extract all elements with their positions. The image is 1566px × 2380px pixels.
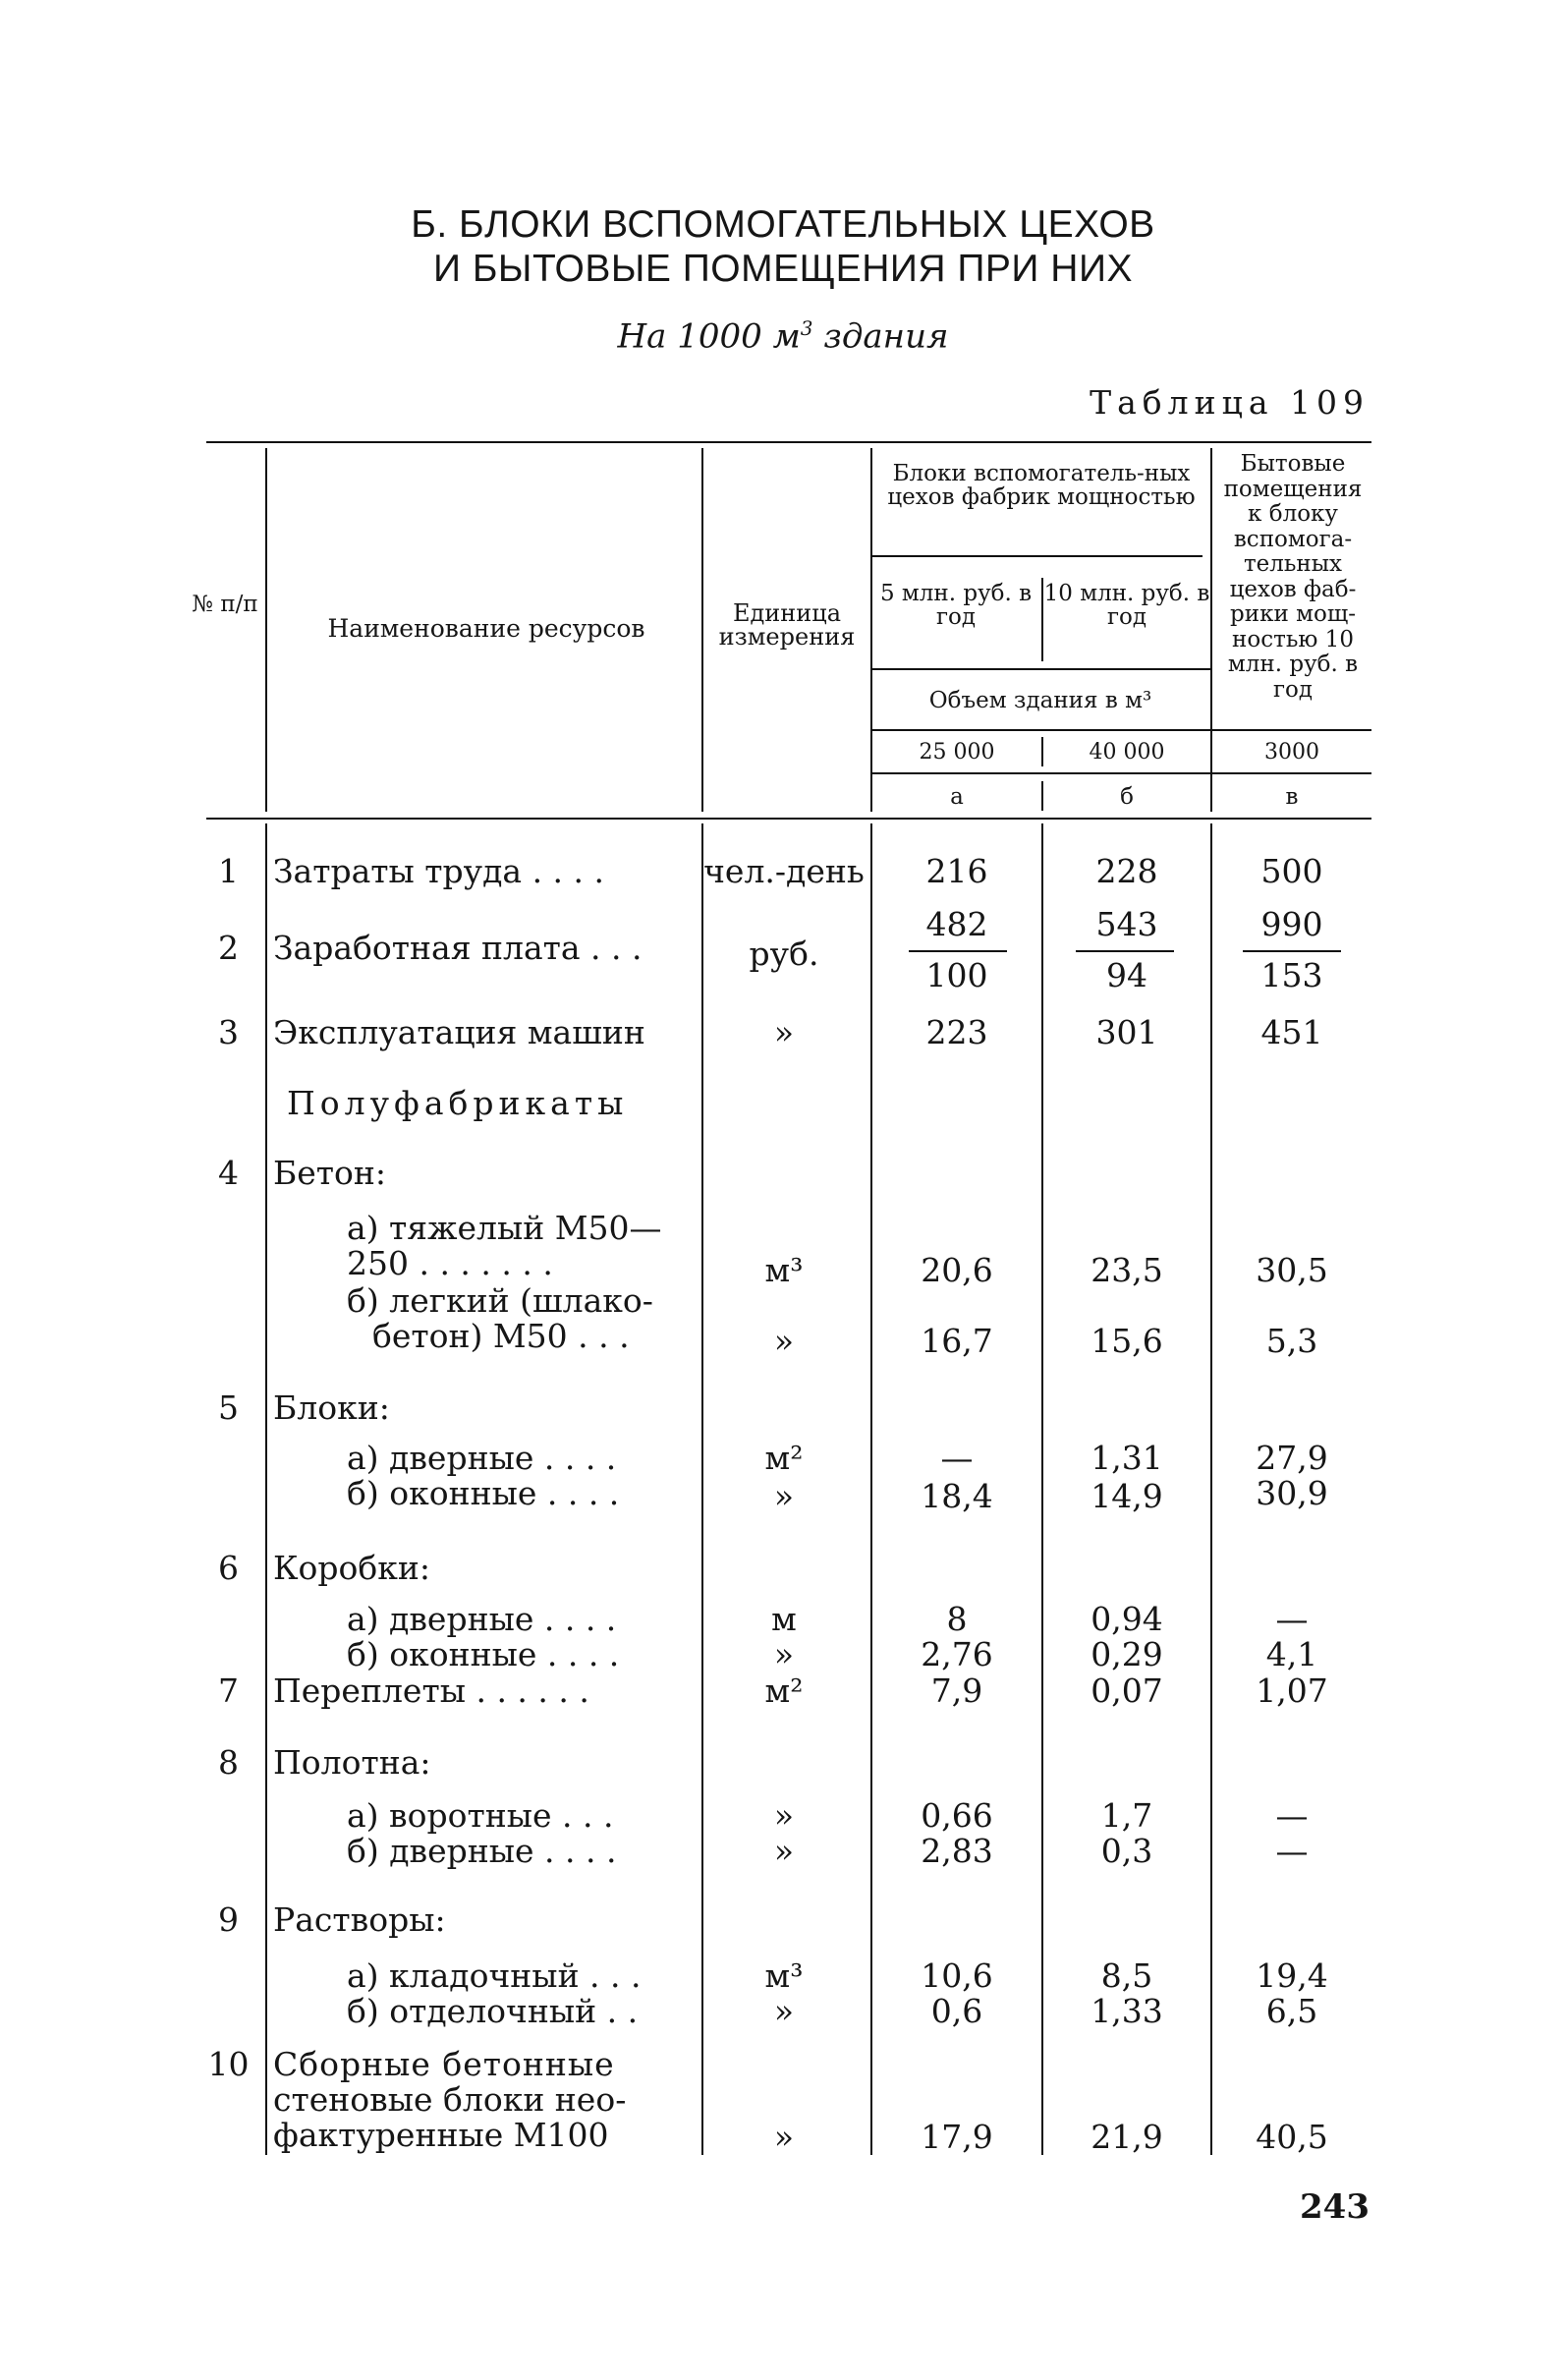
header-group-ab: Блоки вспомогатель-ных цехов фабрик мощностью <box>887 461 1196 510</box>
row-2-a-bottom: 100 <box>925 956 988 994</box>
row-4-no: 4 <box>218 1154 239 1192</box>
row-8b-name: б) дверные . . . . <box>347 1832 617 1870</box>
row-8b-unit: » <box>773 1832 795 1870</box>
row-9b-name: б) отделочный . . <box>347 1992 639 2030</box>
row-10-no: 10 <box>207 2045 250 2083</box>
row-8b-b: 0,3 <box>1100 1832 1153 1870</box>
sub-rule <box>870 668 1210 670</box>
row-8-name: Полотна: <box>273 1743 431 1782</box>
row-1-no: 1 <box>218 852 239 890</box>
row-10-name-line-2: стеновые блоки нео- <box>273 2080 627 2119</box>
row-9a-c: 19,4 <box>1256 1956 1328 1995</box>
row-5a-unit: м² <box>764 1439 804 1477</box>
row-2-b-bottom: 94 <box>1106 956 1147 994</box>
table-top-rule <box>206 441 1371 443</box>
row-8a-unit: » <box>773 1796 795 1835</box>
row-6-no: 6 <box>218 1549 239 1587</box>
row-4b-unit: » <box>773 1322 795 1360</box>
row-6b-unit: » <box>773 1635 795 1673</box>
header-letter-b: б <box>1120 784 1134 810</box>
row-10-unit: » <box>773 2118 795 2156</box>
letters-rule <box>870 772 1371 774</box>
row-3-c: 451 <box>1260 1013 1323 1051</box>
row-7-c: 1,07 <box>1256 1672 1328 1710</box>
row-4a-a: 20,6 <box>921 1251 993 1289</box>
row-9a-name: а) кладочный . . . <box>347 1956 642 1995</box>
row-4b-name-line-2: бетон) М50 . . . <box>372 1317 630 1355</box>
row-8a-c: — <box>1275 1796 1309 1835</box>
row-6a-b: 0,94 <box>1091 1600 1163 1638</box>
row-9a-unit: м³ <box>764 1956 804 1995</box>
volume-rule <box>870 729 1371 731</box>
row-2-b-top: 543 <box>1095 905 1158 943</box>
header-letter-c: в <box>1285 784 1299 810</box>
row-2-unit: руб. <box>749 935 819 973</box>
row-5a-a: — <box>940 1439 974 1477</box>
heading-line-2: И БЫТОВЫЕ ПОМЕЩЕНИЯ ПРИ НИХ <box>432 248 1134 290</box>
row-9a-b: 8,5 <box>1100 1956 1153 1995</box>
header-bottom-rule <box>206 818 1371 820</box>
row-4b-c: 5,3 <box>1265 1322 1318 1360</box>
header-volume-b: 40 000 <box>1089 740 1165 765</box>
row-7-no: 7 <box>218 1672 239 1710</box>
header-no: № п/п <box>192 592 258 617</box>
row-4-name: Бетон: <box>273 1154 387 1192</box>
row-2-name: Заработная плата . . . <box>273 929 643 967</box>
row-10-b: 21,9 <box>1091 2118 1163 2156</box>
row-9b-unit: » <box>773 1992 795 2030</box>
row-9b-a: 0,6 <box>930 1992 983 2030</box>
row-4a-name-line-1: а) тяжелый М50— <box>347 1209 662 1247</box>
row-3-no: 3 <box>218 1013 239 1051</box>
row-3-b: 301 <box>1095 1013 1158 1051</box>
row-2-b-fraction-bar <box>1076 950 1174 952</box>
group-rule <box>870 555 1202 557</box>
row-5b-unit: » <box>773 1477 795 1515</box>
row-5-name: Блоки: <box>273 1388 390 1427</box>
row-8b-a: 2,83 <box>921 1832 993 1870</box>
row-1-b: 228 <box>1095 852 1158 890</box>
row-2-c-bottom: 153 <box>1260 956 1323 994</box>
row-6b-c: 4,1 <box>1265 1635 1318 1673</box>
col-divider-1 <box>265 823 267 2155</box>
row-2-no: 2 <box>218 929 239 967</box>
row-4b-a: 16,7 <box>921 1322 993 1360</box>
row-8a-name: а) воротные . . . <box>347 1796 614 1835</box>
row-2-a-top: 482 <box>925 905 988 943</box>
row-10-name-line-3: фактуренные М100 <box>273 2116 609 2154</box>
row-6a-name: а) дверные . . . . <box>347 1600 617 1638</box>
heading-line-1: Б. БЛОКИ ВСПОМОГАТЕЛЬНЫХ ЦЕХОВ <box>411 203 1155 246</box>
col-divider-2-header <box>701 448 703 812</box>
row-10-c: 40,5 <box>1256 2118 1328 2156</box>
row-1-c: 500 <box>1260 852 1323 890</box>
row-6b-b: 0,29 <box>1091 1635 1163 1673</box>
row-9a-a: 10,6 <box>921 1956 993 1995</box>
row-5b-name: б) оконные . . . . <box>347 1474 620 1512</box>
header-unit: Единица измерения <box>718 599 856 651</box>
row-6b-a: 2,76 <box>921 1635 993 1673</box>
row-6a-unit: м <box>771 1600 797 1638</box>
row-4b-b: 15,6 <box>1091 1322 1163 1360</box>
row-5b-a: 18,4 <box>921 1477 993 1515</box>
row-6-name: Коробки: <box>273 1549 431 1587</box>
header-volume-c: 3000 <box>1264 740 1319 765</box>
row-9-no: 9 <box>218 1900 239 1939</box>
row-10-a: 17,9 <box>921 2118 993 2156</box>
row-1-unit: чел.-день <box>703 852 865 890</box>
page-number: 243 <box>1300 2187 1370 2227</box>
row-9b-c: 6,5 <box>1265 1992 1318 2030</box>
row-5a-name: а) дверные . . . . <box>347 1439 617 1477</box>
row-8-no: 8 <box>218 1743 239 1782</box>
row-5a-b: 1,31 <box>1091 1439 1163 1477</box>
row-7-b: 0,07 <box>1091 1672 1163 1710</box>
header-volume-label: Объем здания в м³ <box>928 688 1152 713</box>
row-5a-c: 27,9 <box>1256 1439 1328 1477</box>
header-volume-a: 25 000 <box>919 740 995 765</box>
row-9-name: Растворы: <box>273 1900 446 1939</box>
row-8b-c: — <box>1275 1832 1309 1870</box>
row-2-c-fraction-bar <box>1243 950 1341 952</box>
row-3-a: 223 <box>925 1013 988 1051</box>
row-9b-b: 1,33 <box>1091 1992 1163 2030</box>
row-5b-c: 30,9 <box>1256 1474 1328 1512</box>
row-6a-a: 8 <box>946 1600 968 1638</box>
row-4a-b: 23,5 <box>1091 1251 1163 1289</box>
row-2-c-top: 990 <box>1260 905 1323 943</box>
header-sub-b: 10 млн. руб. в год <box>1043 581 1210 630</box>
header-group-c: Бытовые помещения к блоку вспомога-тельных цехов фаб-рики мощ-ностью 10 млн. руб. в год <box>1223 451 1363 703</box>
row-1-name: Затраты труда . . . . <box>273 852 605 890</box>
row-3-name: Эксплуатация машин <box>273 1013 645 1051</box>
row-4a-unit: м³ <box>764 1251 804 1289</box>
row-8a-b: 1,7 <box>1100 1796 1153 1835</box>
row-4b-name-line-1: б) легкий (шлако- <box>347 1281 653 1320</box>
row-4a-c: 30,5 <box>1256 1251 1328 1289</box>
row-6b-name: б) оконные . . . . <box>347 1635 620 1673</box>
row-7-a: 7,9 <box>930 1672 983 1710</box>
section-title: Полуфабрикаты <box>287 1084 629 1122</box>
row-5-no: 5 <box>218 1388 239 1427</box>
col-divider-1-header <box>265 448 267 812</box>
row-2-a-fraction-bar <box>909 950 1007 952</box>
header-sub-a: 5 млн. руб. в год <box>879 581 1033 630</box>
subtitle: На 1000 $м^3$ здания <box>617 316 949 357</box>
row-5b-b: 14,9 <box>1091 1477 1163 1515</box>
row-3-unit: » <box>773 1013 795 1051</box>
row-8a-a: 0,66 <box>921 1796 993 1835</box>
row-1-a: 216 <box>925 852 988 890</box>
row-7-unit: м² <box>764 1672 804 1710</box>
header-letter-a: а <box>950 784 964 810</box>
header-name: Наименование ресурсов <box>327 614 645 643</box>
row-6a-c: — <box>1275 1600 1309 1638</box>
row-4a-name-line-2: 250 . . . . . . . <box>347 1244 553 1282</box>
table-label: Таблица 109 <box>1090 383 1370 422</box>
row-10-name-line-1: Сборные бетонные <box>273 2045 615 2083</box>
row-7-name: Переплеты . . . . . . <box>273 1672 589 1710</box>
